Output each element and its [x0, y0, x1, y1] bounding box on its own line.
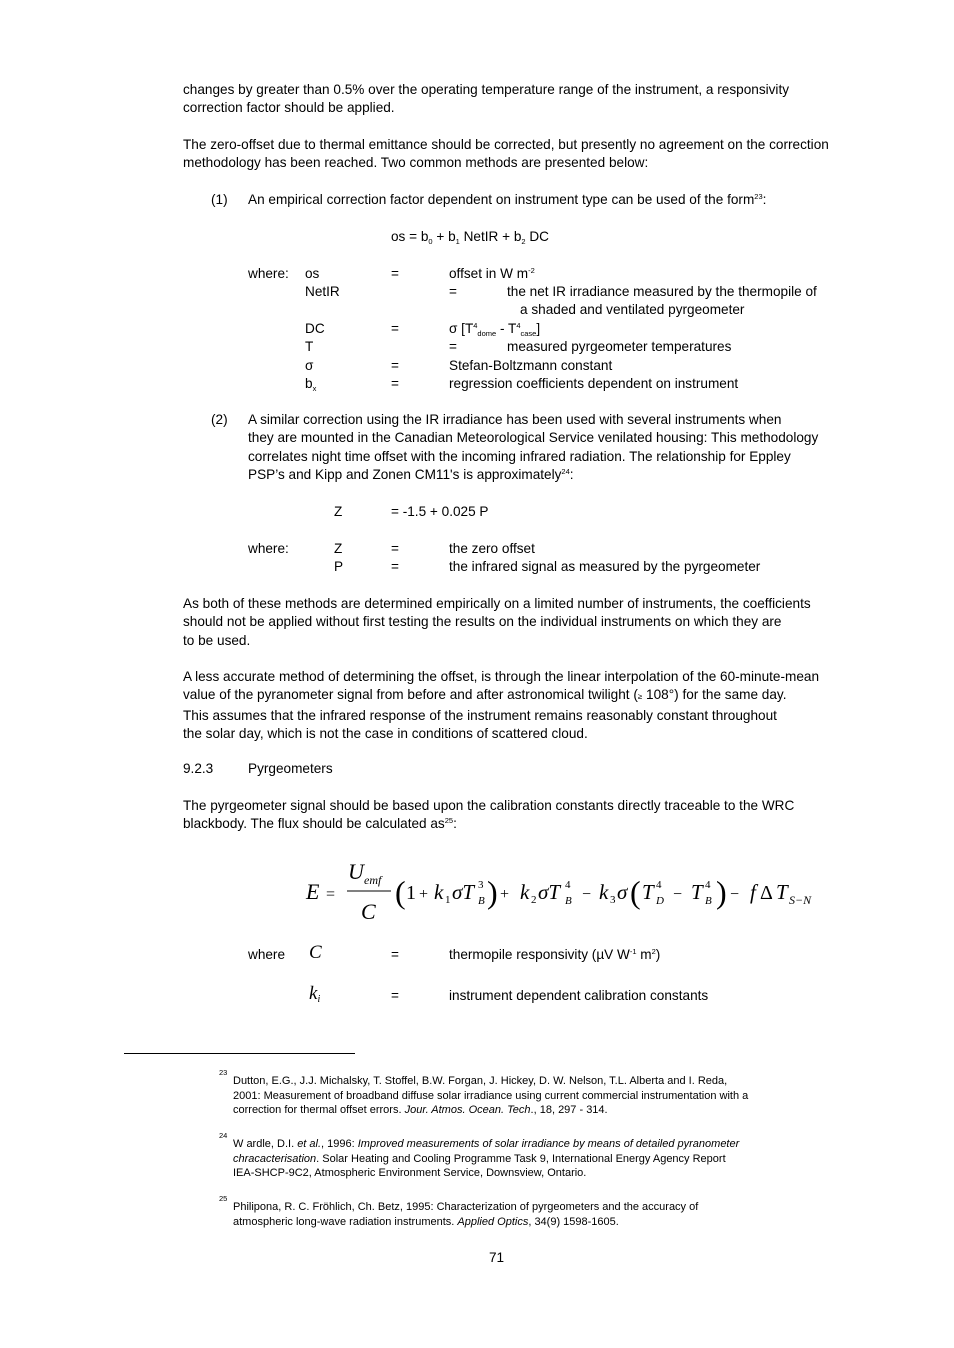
- footnote-ref-24[interactable]: 24: [561, 466, 570, 476]
- paragraph-responsivity: [183, 81, 871, 118]
- svg-text:f: f: [750, 880, 756, 904]
- text-run: 108°) for the same day.: [642, 687, 787, 703]
- symbol-ki: [309, 985, 320, 1003]
- svg-text:(: (: [630, 874, 641, 910]
- footnote-separator: [124, 1053, 355, 1054]
- superscript: 2: [651, 947, 656, 956]
- text-run: k: [309, 983, 318, 1004]
- footnote-ref-23[interactable]: 23: [754, 192, 763, 201]
- text-run: , 34(9) 1598-1605.: [528, 1215, 619, 1228]
- text-run: value of the pyranometer signal from before and after astronomical twilight (: [183, 687, 638, 703]
- svg-text:S−N: S−N: [789, 893, 812, 907]
- text-run: b: [305, 376, 313, 391]
- text-run: , 1996:: [321, 1138, 358, 1150]
- where-label: where: [248, 947, 286, 962]
- svg-text:T: T: [776, 880, 788, 904]
- subscript: 2: [521, 237, 526, 246]
- svg-text:Δ: Δ: [760, 882, 773, 904]
- subscript: x: [312, 384, 317, 393]
- definition-c: [449, 946, 660, 964]
- report-title: Improved measurements of solar irradiance by means of detailed pyranometer: [357, 1138, 740, 1150]
- equals-sign: =: [391, 376, 399, 391]
- svg-text:1: 1: [445, 894, 451, 906]
- text-run: ., 18, 297 - 314.: [530, 1104, 608, 1117]
- text-line: Philipona, R. C. Fröhlich, Ch. Betz, 1995: Characterization of pyrgeometers and the accuracy of: [233, 1201, 699, 1213]
- definition-z: the zero offset: [449, 541, 535, 556]
- svg-text:−: −: [582, 886, 592, 903]
- definition-sigma: Stefan-Boltzmann constant: [449, 358, 613, 373]
- svg-text:B: B: [478, 895, 485, 907]
- definition-t: measured pyrgeometer temperatures: [507, 339, 732, 354]
- svg-text:4: 4: [565, 879, 571, 891]
- svg-text:D: D: [656, 895, 664, 907]
- subscript: 0: [428, 237, 433, 246]
- svg-text:k: k: [434, 880, 444, 904]
- section-number: 9.2.3: [183, 761, 214, 776]
- svg-text:σT: σT: [452, 880, 475, 904]
- text-line: A less accurate method of determining the offset, is through the linear interpolation of the 60-minute-mean: [183, 669, 820, 684]
- footnote-ref-25[interactable]: 25: [444, 816, 454, 826]
- method-1-number: (1): [211, 192, 228, 207]
- text-run: correction for thermal offset errors.: [233, 1104, 405, 1117]
- equals-sign: =: [391, 266, 399, 281]
- equals-sign: =: [391, 358, 399, 373]
- svg-text:+: +: [419, 886, 429, 903]
- svg-text:3: 3: [610, 894, 616, 906]
- text-line: IEA-SHCP-9C2, Atmospheric Environment Service, Downsview, Ontario.: [233, 1167, 587, 1180]
- symbol-os: os: [305, 266, 320, 281]
- definition-netir-line2: a shaded and ventilated pyrgeometer: [520, 302, 745, 317]
- svg-text:−: −: [673, 886, 683, 903]
- subscript: 1: [455, 237, 460, 246]
- section-title: Pyrgeometers: [248, 761, 333, 776]
- text-line: correction factor should be applied.: [183, 100, 395, 116]
- definition-netir-line1: the net IR irradiance measured by the thermopile of: [507, 284, 817, 299]
- symbol-p: P: [334, 559, 344, 574]
- equals-sign: =: [449, 284, 457, 299]
- symbol-c: C: [309, 942, 322, 963]
- paragraph-linear-interpolation: [183, 668, 871, 743]
- svg-text:): ): [487, 874, 498, 910]
- journal-title: Jour. Atmos. Ocean. Tech: [404, 1104, 531, 1117]
- footnote-23: [233, 1074, 833, 1118]
- footnote-24: [233, 1137, 833, 1181]
- footnote-number: 23: [219, 1068, 228, 1077]
- text-run: atmospheric long-wave radiation instruments.: [233, 1215, 458, 1228]
- paragraph-zero-offset: [183, 136, 871, 173]
- method-1-text: [248, 191, 766, 209]
- symbol-z: Z: [334, 541, 343, 556]
- text-run: :: [453, 816, 457, 832]
- text-line: should not be applied without first testing the results on the individual instruments on which they are: [183, 614, 782, 630]
- equation-offset: [391, 228, 549, 246]
- definition-os: [449, 265, 535, 283]
- svg-text:): ): [716, 874, 727, 910]
- text-line: methodology has been reached. Two common methods are presented below:: [183, 155, 649, 171]
- footnote-number: 24: [219, 1131, 228, 1140]
- subscript: case: [520, 329, 537, 338]
- text-line: changes by greater than 0.5% over the operating temperature range of the instrument, a responsivity: [183, 82, 790, 97]
- text-line: to be used.: [183, 632, 251, 648]
- report-title: chracacterisation: [233, 1152, 317, 1165]
- text-run: - T: [496, 321, 517, 336]
- svg-text:T: T: [642, 880, 654, 904]
- symbol-netir: NetIR: [305, 284, 340, 299]
- text-run: :: [569, 466, 574, 482]
- text-run: :: [762, 192, 767, 207]
- text-run: NetIR + b: [459, 229, 522, 244]
- svg-text:k: k: [520, 880, 530, 904]
- text-line: The zero-offset due to thermal emittance should be corrected, but presently no agreement on the correction: [183, 137, 829, 152]
- paragraph-pyrgeometer-signal: [183, 797, 871, 834]
- text-run: thermopile responsivity (µV W: [449, 947, 630, 962]
- text-run: DC: [525, 229, 549, 244]
- definition-dc: [449, 320, 540, 338]
- text-line: 2001: Measurement of broadband diffuse solar irradiance using current commercial instrumentation with a: [233, 1089, 749, 1102]
- text-run: ]: [536, 321, 541, 336]
- equals-sign: =: [391, 988, 399, 1003]
- subscript: i: [317, 994, 321, 1005]
- equation-z-symbol: Z: [334, 504, 343, 519]
- text-run: ): [655, 947, 661, 962]
- page-number: 71: [489, 1250, 505, 1265]
- svg-text:B: B: [565, 895, 572, 907]
- svg-text:+: +: [500, 886, 510, 903]
- equation-z-rhs: = -1.5 + 0.025 P: [391, 504, 489, 519]
- symbol-sigma: σ: [305, 358, 314, 373]
- svg-text:k: k: [599, 880, 609, 904]
- text-line: Dutton, E.G., J.J. Michalsky, T. Stoffel, B.W. Forgan, J. Hickey, D. W. Nelson, T.L. Alberta and I. Reda,: [233, 1075, 728, 1087]
- superscript: -2: [528, 266, 535, 275]
- text-line: A similar correction using the IR irradiance has been used with several instruments when: [248, 412, 782, 427]
- text-run: offset in W m: [449, 266, 529, 281]
- svg-text:1: 1: [406, 882, 416, 904]
- equals-sign: =: [391, 559, 399, 574]
- text-line: the solar day, which is not the case in conditions of scattered cloud.: [183, 725, 588, 741]
- footnote-25: [233, 1200, 833, 1229]
- symbol-bx: [305, 375, 316, 393]
- where-label: where:: [248, 541, 289, 556]
- svg-text:E: E: [306, 879, 320, 904]
- text-run: PSP’s and Kipp and Zonen CM11's is approximately: [248, 466, 562, 482]
- svg-text:4: 4: [705, 879, 711, 891]
- text-run: W ardle, D.I.: [233, 1138, 298, 1150]
- text-line: As both of these methods are determined empirically on a limited number of instruments, the coefficients: [183, 596, 811, 611]
- method-2-number: (2): [211, 412, 228, 427]
- text-run: + b: [432, 229, 456, 244]
- symbol-t: T: [305, 339, 314, 354]
- definition-ki: instrument dependent calibration constants: [449, 988, 709, 1003]
- superscript: 4: [516, 321, 521, 330]
- equals-sign: =: [449, 339, 457, 354]
- greater-equal-symbol: ≥: [637, 692, 643, 702]
- svg-text:U: U: [348, 859, 364, 884]
- svg-text:T: T: [691, 880, 703, 904]
- method-2-text: [248, 411, 871, 484]
- symbol-dc: DC: [305, 321, 325, 336]
- equals-sign: =: [391, 947, 399, 962]
- svg-text:2: 2: [531, 894, 537, 906]
- text-run: blackbody. The flux should be calculated as: [183, 816, 445, 832]
- superscript: -1: [629, 947, 637, 956]
- flux-equation: [300, 852, 830, 932]
- svg-text:−: −: [730, 886, 740, 903]
- svg-text:3: 3: [478, 879, 484, 891]
- svg-text:σT: σT: [538, 880, 561, 904]
- equals-sign: =: [391, 321, 399, 336]
- text-run: σ [T: [449, 321, 474, 336]
- footnote-number: 25: [219, 1194, 228, 1203]
- svg-text:4: 4: [656, 879, 662, 891]
- text-run: . Solar Heating and Cooling Programme Task 9, International Energy Agency Report: [316, 1152, 726, 1165]
- definition-bx: regression coefficients dependent on instrument: [449, 376, 739, 391]
- definition-p: the infrared signal as measured by the pyrgeometer: [449, 559, 761, 574]
- text-line: This assumes that the infrared response of the instrument remains reasonably constant throughout: [183, 707, 777, 723]
- text-line: they are mounted in the Canadian Meteorological Service venilated housing: This methodology: [248, 430, 819, 446]
- text-run: An empirical correction factor dependent on instrument type can be used of the form: [248, 192, 755, 207]
- text-line: The pyrgeometer signal should be based upon the calibration constants directly traceable to the WRC: [183, 798, 795, 813]
- text-run: os = b: [391, 229, 429, 244]
- text-run: m: [636, 947, 652, 962]
- svg-text:(: (: [395, 874, 406, 910]
- svg-text:B: B: [705, 895, 712, 907]
- svg-text:=: =: [326, 886, 336, 903]
- svg-text:σ: σ: [617, 880, 628, 904]
- text-run: et al.: [297, 1138, 322, 1150]
- where-label: where:: [248, 266, 289, 281]
- subscript: dome: [477, 329, 497, 338]
- journal-title: Applied Optics: [457, 1215, 529, 1228]
- text-line: correlates night time offset with the incoming infrared radiation. The relationship for Eppley: [248, 448, 791, 464]
- svg-text:C: C: [361, 899, 376, 924]
- superscript: 4: [473, 321, 478, 330]
- equals-sign: =: [391, 541, 399, 556]
- svg-text:emf: emf: [364, 873, 382, 887]
- paragraph-empirical-methods: [183, 595, 871, 650]
